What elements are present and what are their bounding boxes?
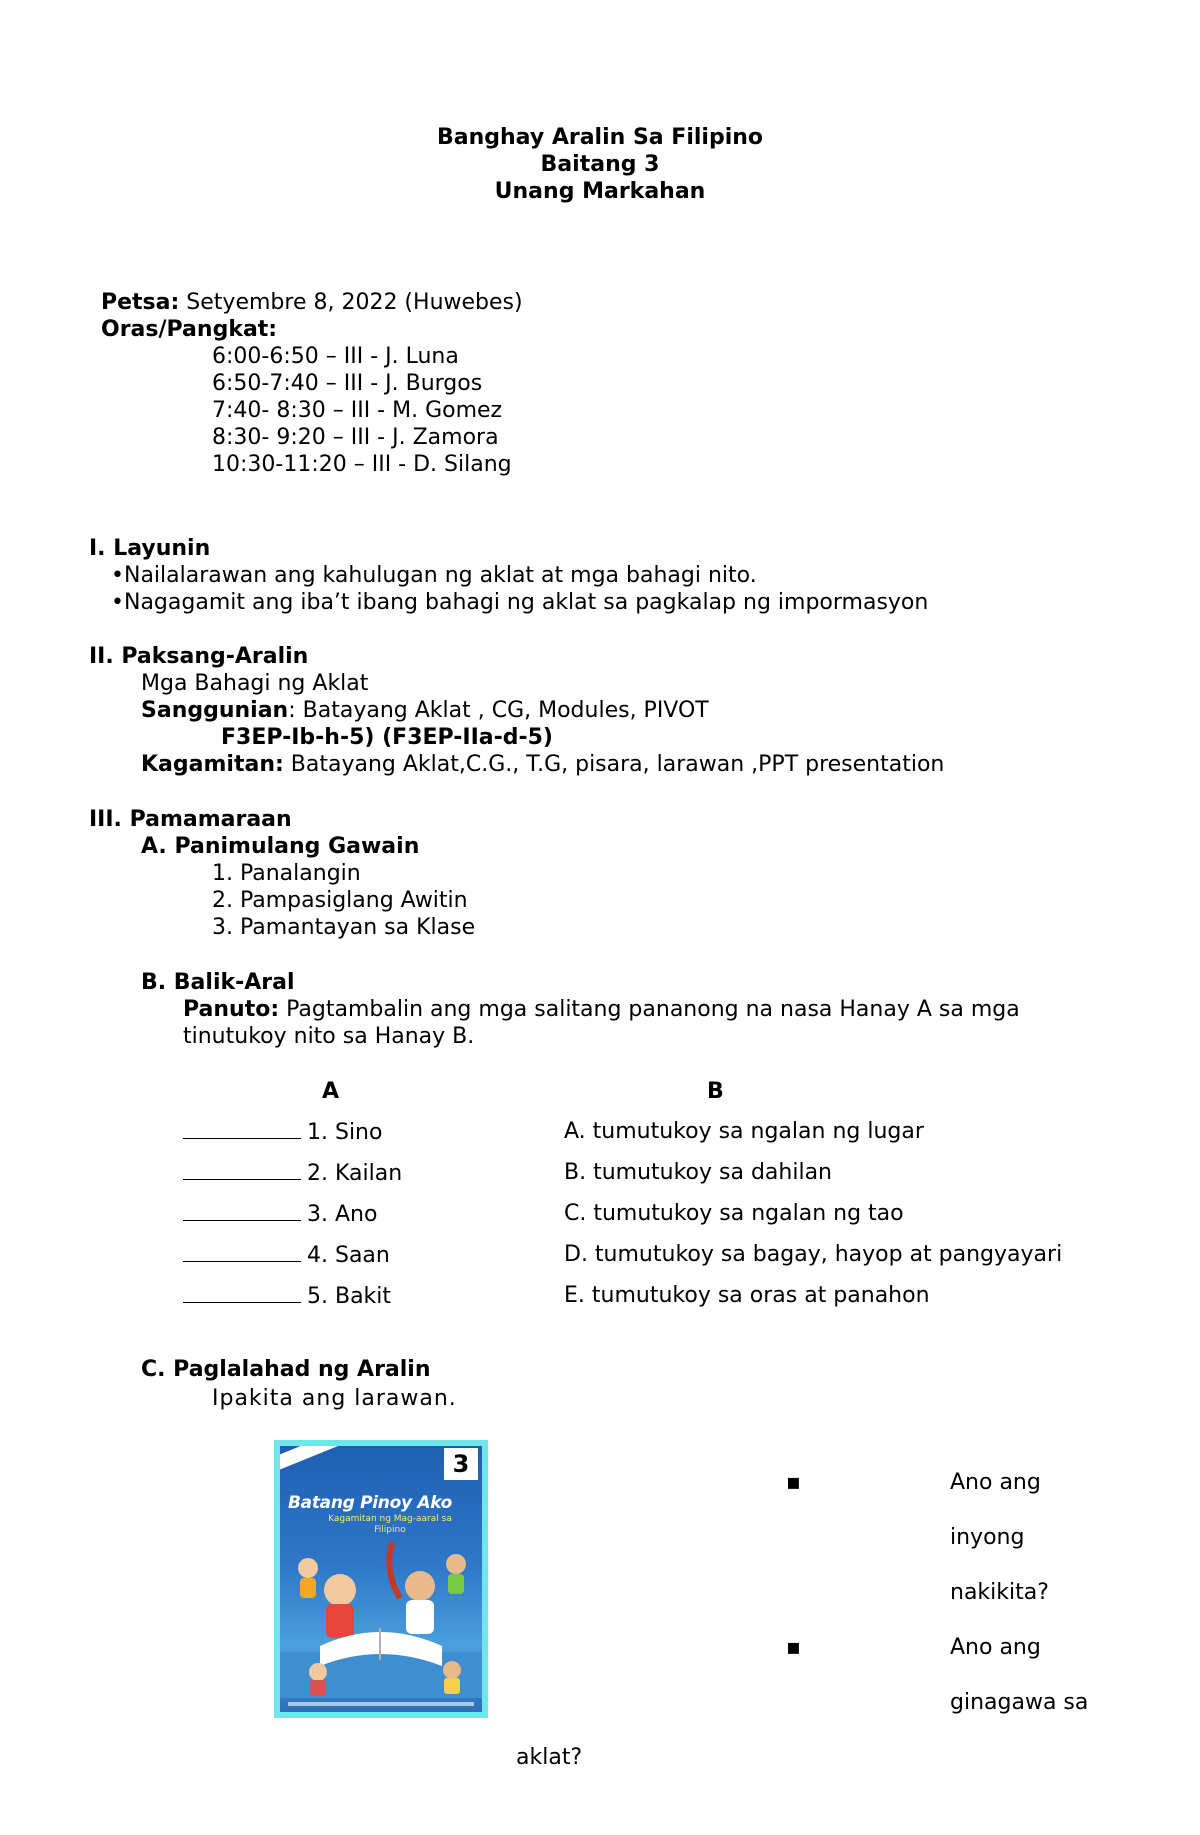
sanggunian-line — [141, 697, 709, 724]
schedule-item: 6:00-6:50 – III - J. Luna — [212, 344, 459, 369]
answer-blank[interactable] — [183, 1118, 301, 1139]
hanay-a-item: 5. Bakit — [307, 1284, 392, 1309]
bullet-text: Nagagamit ang iba’t ibang bahagi ng aklat sa pagkalap ng impormasyon — [123, 590, 929, 615]
hanay-b-item: D. tumutukoy sa bagay, hayop at pangyayari — [564, 1242, 1063, 1267]
doc-grade: Baitang 3 — [540, 152, 660, 177]
schedule-label: Oras/Pangkat: — [101, 317, 278, 342]
question-bullet-icon: ▪ — [786, 1635, 801, 1660]
bullet-item — [111, 589, 928, 616]
answer-blank[interactable] — [183, 1282, 301, 1303]
c-instruction: Ipakita ang larawan. — [212, 1386, 457, 1411]
bullet-dot-icon: • — [111, 590, 124, 615]
section-heading-pamamaraan: III. Pamamaraan — [89, 807, 292, 832]
matching-row — [183, 1241, 390, 1269]
hanay-a-item: 1. Sino — [307, 1120, 383, 1145]
cover-ribbon — [280, 1446, 383, 1473]
answer-blank[interactable] — [183, 1159, 301, 1180]
sanggunian-value: : Batayang Aklat , CG, Modules, PIVOT — [288, 698, 709, 723]
question-tail: aklat? — [516, 1745, 583, 1770]
cover-illustration — [280, 1542, 482, 1698]
paksa-topic: Mga Bahagi ng Aklat — [141, 671, 369, 696]
panuto-line-2: tinutukoy nito sa Hanay B. — [183, 1024, 475, 1049]
cover-subtitle: Kagamitan ng Mag-aaral sa Filipino — [328, 1514, 452, 1535]
subsection-heading-b: B. Balik-Aral — [141, 970, 295, 995]
matching-row — [183, 1118, 382, 1146]
date-value: Setyembre 8, 2022 (Huwebes) — [179, 290, 523, 315]
section-heading-paksa: II. Paksang-Aralin — [89, 644, 309, 669]
hanay-b-item: A. tumutukoy sa ngalan ng lugar — [564, 1119, 924, 1144]
schedule-item: 6:50-7:40 – III - J. Burgos — [212, 371, 483, 396]
kagamitan-label: Kagamitan: — [141, 752, 284, 777]
matching-row — [183, 1282, 391, 1310]
cover-grade-number: 3 — [444, 1448, 478, 1480]
cover-title: Batang Pinoy Ako — [288, 1493, 453, 1513]
question-bullet-icon: ▪ — [786, 1470, 801, 1495]
bullet-text: Nailalarawan ang kahulugan ng aklat at mga bahagi nito. — [123, 563, 757, 588]
column-header-b: B — [707, 1079, 724, 1104]
question-line: Ano ang — [950, 1470, 1041, 1495]
competency-codes: F3EP-Ib-h-5) (F3EP-IIa-d-5) — [221, 725, 553, 750]
matching-row — [183, 1200, 377, 1228]
hanay-a-item: 4. Saan — [307, 1243, 390, 1268]
book-cover — [280, 1446, 482, 1712]
date-label: Petsa: — [101, 290, 180, 315]
panuto-text: Pagtambalin ang mga salitang pananong na nasa Hanay A sa mga — [279, 997, 1020, 1022]
hanay-a-item: 3. Ano — [307, 1202, 378, 1227]
date-line — [101, 289, 523, 316]
column-header-a: A — [322, 1079, 340, 1104]
schedule-item: 10:30-11:20 – III - D. Silang — [212, 452, 512, 477]
list-item: 1. Panalangin — [212, 861, 361, 886]
book-cover-image — [274, 1440, 488, 1718]
doc-title: Banghay Aralin Sa Filipino — [436, 125, 764, 150]
list-item: 3. Pamantayan sa Klase — [212, 915, 476, 940]
cover-footer-line — [288, 1702, 474, 1706]
bullet-dot-icon: • — [111, 563, 124, 588]
answer-blank[interactable] — [183, 1200, 301, 1221]
hanay-b-item: C. tumutukoy sa ngalan ng tao — [564, 1201, 904, 1226]
sanggunian-label: Sanggunian — [141, 698, 289, 723]
question-line: inyong — [950, 1525, 1025, 1550]
schedule-item: 7:40- 8:30 – III - M. Gomez — [212, 398, 503, 423]
subsection-heading-a: A. Panimulang Gawain — [141, 834, 420, 859]
hanay-a-item: 2. Kailan — [307, 1161, 403, 1186]
doc-quarter: Unang Markahan — [494, 179, 706, 204]
schedule-item: 8:30- 9:20 – III - J. Zamora — [212, 425, 499, 450]
answer-blank[interactable] — [183, 1241, 301, 1262]
panuto-label: Panuto: — [183, 997, 280, 1022]
hanay-b-item: B. tumutukoy sa dahilan — [564, 1160, 832, 1185]
question-line: Ano ang — [950, 1635, 1041, 1660]
question-line: ginagawa sa — [950, 1690, 1089, 1715]
kagamitan-line — [141, 751, 944, 778]
bullet-item — [111, 562, 757, 589]
matching-row — [183, 1159, 402, 1187]
section-heading-layunin: I. Layunin — [89, 536, 211, 561]
kagamitan-value: Batayang Aklat,C.G., T.G, pisara, larawan ,PPT presentation — [283, 752, 945, 777]
subsection-heading-c: C. Paglalahad ng Aralin — [141, 1357, 431, 1382]
panuto-line — [183, 996, 1020, 1023]
question-line: nakikita? — [950, 1580, 1049, 1605]
list-item: 2. Pampasiglang Awitin — [212, 888, 468, 913]
hanay-b-item: E. tumutukoy sa oras at panahon — [564, 1283, 930, 1308]
